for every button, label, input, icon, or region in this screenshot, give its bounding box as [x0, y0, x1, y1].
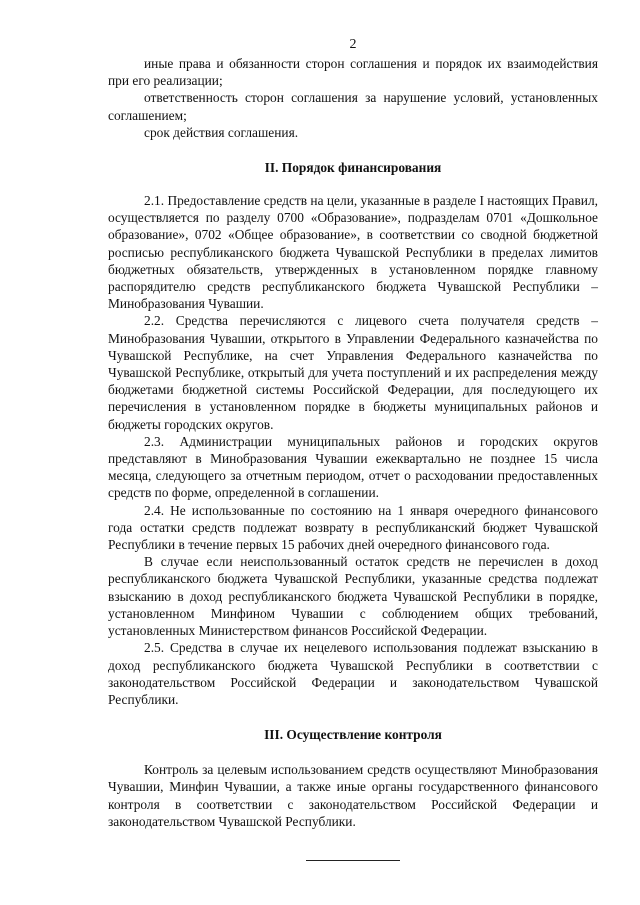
section-2-heading: II. Порядок финансирования — [264, 160, 442, 176]
document-page — [108, 36, 598, 861]
paragraph-2-4-continued: В случае если неиспользованный остаток средств не перечислен в доход республиканского бюджета Чувашской Республики, указанные средства подлежат взысканию в доход республиканского бюджета Чувашской Республики в порядке, установленном Минфином Чувашии с соблюдением общих требований, установленных Министерством финансов Российской Федерации. — [108, 554, 598, 639]
paragraph-2-5: 2.5. Средства в случае их нецелевого использования подлежат взысканию в доход республиканского бюджета Чувашской Республики в соответствии с законодательством Российской Федерации и законодательством Чувашской Республики. — [108, 640, 598, 707]
intro-line: срок действия соглашения. — [144, 124, 299, 140]
paragraph-2-3: 2.3. Администрации муниципальных районов и городских округов представляют в Минобразования Чувашии ежеквартально не позднее 15 числа месяца, следующего за отчетным периодом, отчет о расходовании предоставленных средств по форме, определенной в соглашении. — [108, 433, 598, 501]
paragraph-control: Контроль за целевым использованием средств осуществляют Минобразования Чувашии, Минфин Чувашии, а также иные органы государственного финансового контроля в соответствии с законодательством Российской Федерации и законодательством Чувашской Республики. — [108, 762, 598, 829]
section-3-heading: III. Осуществление контроля — [264, 727, 442, 743]
intro-line: ответственность сторон соглашения за нарушение условий, установленных соглашением; — [108, 90, 598, 123]
intro-line: иные права и обязанности сторон соглашения и порядок их взаимодействия при его реализации; — [108, 56, 598, 89]
page-number: 2 — [349, 37, 357, 52]
paragraph-2-2: 2.2. Средства перечисляются с лицевого счета получателя средств – Минобразования Чувашии, открытого в Управлении Федерального казначейства по Чувашской Республике, на счет Управления Федерального казначейства по Чувашской Республике, открытый для учета поступлений и их распределения между бюджетами бюджетной системы Российской Федерации, для последующего их перечисления в установленном порядке в бюджеты муниципальных районов и бюджеты городских округов. — [108, 313, 598, 432]
paragraph-2-1: 2.1. Предоставление средств на цели, указанные в разделе I настоящих Правил, осуществляется по разделу 0700 «Образование», подразделам 0701 «Дошкольное образование», 0702 «Общее образование», в соответствии со сводной бюджетной росписью республиканского бюджета Чувашской Республики в пределах лимитов бюджетных обязательств, утвержденных в установленном порядке главному распорядителю средств республиканского бюджета Чувашской Республики – Минобразования Чувашии. — [108, 193, 598, 312]
end-separator-line — [306, 860, 400, 861]
paragraph-2-4: 2.4. Не использованные по состоянию на 1 января очередного финансового года остатки средств подлежат возврату в республиканский бюджет Чувашской Республики в течение первых 15 рабочих дней очередного финансового года. — [108, 502, 598, 553]
